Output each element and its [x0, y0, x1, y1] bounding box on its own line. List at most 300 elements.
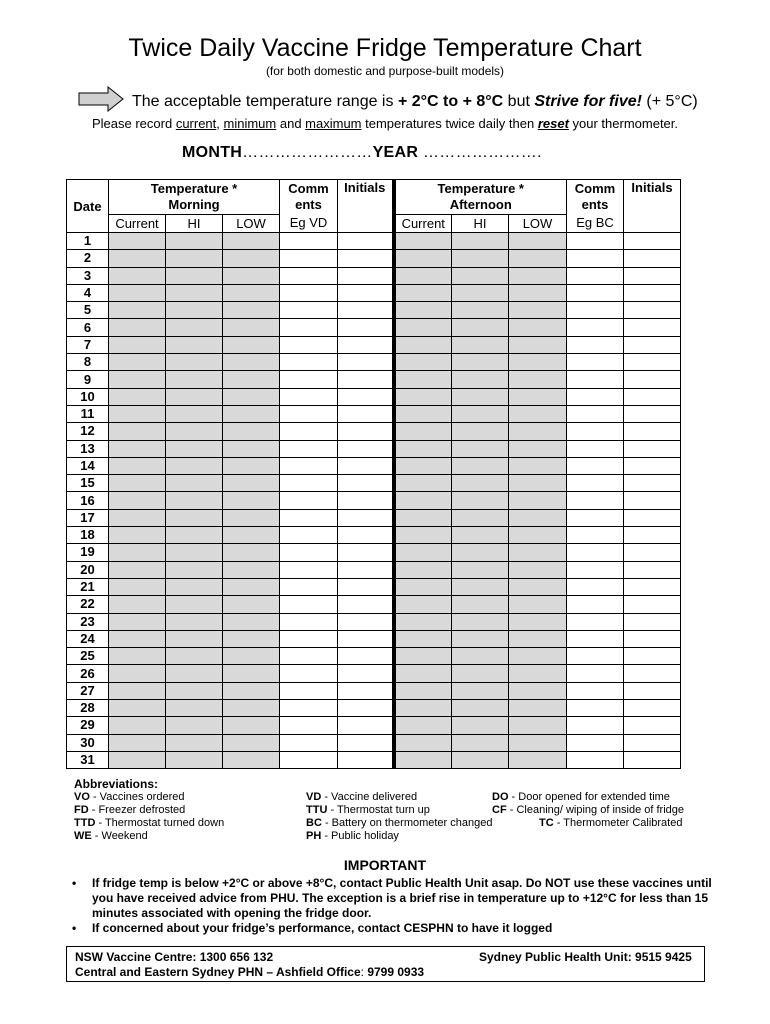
afternoon-low-cell[interactable] [509, 527, 567, 544]
afternoon-hi-cell[interactable] [452, 682, 509, 699]
afternoon-comments-cell[interactable] [567, 596, 624, 613]
afternoon-initials-cell[interactable] [624, 423, 681, 440]
afternoon-hi-cell[interactable] [452, 319, 509, 336]
afternoon-low-cell[interactable] [509, 648, 567, 665]
afternoon-initials-cell[interactable] [624, 700, 681, 717]
afternoon-hi-cell[interactable] [452, 336, 509, 353]
afternoon-comments-cell[interactable] [567, 371, 624, 388]
morning-initials-cell[interactable] [338, 250, 394, 267]
morning-comments-cell[interactable] [280, 354, 338, 371]
afternoon-current-cell[interactable] [394, 544, 452, 561]
morning-low-cell[interactable] [223, 267, 280, 284]
morning-low-cell[interactable] [223, 475, 280, 492]
afternoon-current-cell[interactable] [394, 578, 452, 595]
morning-current-cell[interactable] [109, 734, 166, 751]
afternoon-low-cell[interactable] [509, 319, 567, 336]
afternoon-low-cell[interactable] [509, 233, 567, 250]
afternoon-low-cell[interactable] [509, 717, 567, 734]
afternoon-initials-cell[interactable] [624, 233, 681, 250]
morning-current-cell[interactable] [109, 613, 166, 630]
afternoon-comments-cell[interactable] [567, 751, 624, 768]
afternoon-comments-cell[interactable] [567, 527, 624, 544]
afternoon-comments-cell[interactable] [567, 665, 624, 682]
morning-comments-cell[interactable] [280, 405, 338, 422]
morning-initials-cell[interactable] [338, 613, 394, 630]
morning-current-cell[interactable] [109, 388, 166, 405]
afternoon-hi-cell[interactable] [452, 648, 509, 665]
morning-current-cell[interactable] [109, 405, 166, 422]
morning-initials-cell[interactable] [338, 405, 394, 422]
morning-comments-cell[interactable] [280, 319, 338, 336]
morning-comments-cell[interactable] [280, 233, 338, 250]
morning-initials-cell[interactable] [338, 457, 394, 474]
afternoon-current-cell[interactable] [394, 319, 452, 336]
morning-comments-cell[interactable] [280, 423, 338, 440]
morning-hi-cell[interactable] [166, 700, 223, 717]
month-field[interactable]: …………………… [242, 144, 373, 161]
afternoon-low-cell[interactable] [509, 665, 567, 682]
morning-comments-cell[interactable] [280, 734, 338, 751]
morning-hi-cell[interactable] [166, 336, 223, 353]
afternoon-comments-cell[interactable] [567, 388, 624, 405]
afternoon-comments-cell[interactable] [567, 561, 624, 578]
afternoon-initials-cell[interactable] [624, 665, 681, 682]
morning-hi-cell[interactable] [166, 250, 223, 267]
afternoon-comments-cell[interactable] [567, 284, 624, 301]
afternoon-initials-cell[interactable] [624, 371, 681, 388]
morning-current-cell[interactable] [109, 475, 166, 492]
morning-initials-cell[interactable] [338, 596, 394, 613]
afternoon-initials-cell[interactable] [624, 492, 681, 509]
afternoon-hi-cell[interactable] [452, 561, 509, 578]
morning-initials-cell[interactable] [338, 734, 394, 751]
afternoon-comments-cell[interactable] [567, 457, 624, 474]
afternoon-initials-cell[interactable] [624, 267, 681, 284]
morning-current-cell[interactable] [109, 717, 166, 734]
morning-low-cell[interactable] [223, 233, 280, 250]
morning-hi-cell[interactable] [166, 354, 223, 371]
morning-initials-cell[interactable] [338, 423, 394, 440]
morning-hi-cell[interactable] [166, 388, 223, 405]
afternoon-initials-cell[interactable] [624, 734, 681, 751]
afternoon-current-cell[interactable] [394, 492, 452, 509]
morning-initials-cell[interactable] [338, 717, 394, 734]
morning-initials-cell[interactable] [338, 561, 394, 578]
morning-current-cell[interactable] [109, 665, 166, 682]
afternoon-low-cell[interactable] [509, 700, 567, 717]
morning-current-cell[interactable] [109, 371, 166, 388]
morning-initials-cell[interactable] [338, 665, 394, 682]
morning-hi-cell[interactable] [166, 284, 223, 301]
morning-current-cell[interactable] [109, 319, 166, 336]
afternoon-hi-cell[interactable] [452, 578, 509, 595]
afternoon-initials-cell[interactable] [624, 561, 681, 578]
morning-current-cell[interactable] [109, 682, 166, 699]
morning-hi-cell[interactable] [166, 457, 223, 474]
morning-current-cell[interactable] [109, 457, 166, 474]
afternoon-low-cell[interactable] [509, 371, 567, 388]
morning-current-cell[interactable] [109, 336, 166, 353]
morning-comments-cell[interactable] [280, 457, 338, 474]
morning-comments-cell[interactable] [280, 440, 338, 457]
afternoon-current-cell[interactable] [394, 233, 452, 250]
afternoon-low-cell[interactable] [509, 596, 567, 613]
afternoon-hi-cell[interactable] [452, 509, 509, 526]
afternoon-current-cell[interactable] [394, 700, 452, 717]
morning-low-cell[interactable] [223, 371, 280, 388]
afternoon-low-cell[interactable] [509, 509, 567, 526]
morning-hi-cell[interactable] [166, 665, 223, 682]
morning-hi-cell[interactable] [166, 578, 223, 595]
morning-low-cell[interactable] [223, 751, 280, 768]
morning-low-cell[interactable] [223, 423, 280, 440]
morning-comments-cell[interactable] [280, 630, 338, 647]
afternoon-hi-cell[interactable] [452, 233, 509, 250]
morning-comments-cell[interactable] [280, 284, 338, 301]
afternoon-current-cell[interactable] [394, 405, 452, 422]
morning-initials-cell[interactable] [338, 267, 394, 284]
morning-hi-cell[interactable] [166, 544, 223, 561]
afternoon-current-cell[interactable] [394, 336, 452, 353]
morning-initials-cell[interactable] [338, 648, 394, 665]
afternoon-current-cell[interactable] [394, 717, 452, 734]
morning-current-cell[interactable] [109, 302, 166, 319]
morning-initials-cell[interactable] [338, 302, 394, 319]
morning-hi-cell[interactable] [166, 492, 223, 509]
year-field[interactable]: …………………. [418, 144, 542, 161]
morning-comments-cell[interactable] [280, 527, 338, 544]
morning-current-cell[interactable] [109, 596, 166, 613]
afternoon-current-cell[interactable] [394, 423, 452, 440]
afternoon-comments-cell[interactable] [567, 648, 624, 665]
afternoon-hi-cell[interactable] [452, 371, 509, 388]
morning-low-cell[interactable] [223, 578, 280, 595]
morning-low-cell[interactable] [223, 319, 280, 336]
afternoon-initials-cell[interactable] [624, 354, 681, 371]
afternoon-comments-cell[interactable] [567, 354, 624, 371]
morning-current-cell[interactable] [109, 284, 166, 301]
morning-hi-cell[interactable] [166, 734, 223, 751]
afternoon-comments-cell[interactable] [567, 734, 624, 751]
morning-current-cell[interactable] [109, 250, 166, 267]
morning-low-cell[interactable] [223, 613, 280, 630]
afternoon-current-cell[interactable] [394, 527, 452, 544]
morning-hi-cell[interactable] [166, 682, 223, 699]
morning-initials-cell[interactable] [338, 388, 394, 405]
morning-hi-cell[interactable] [166, 423, 223, 440]
afternoon-hi-cell[interactable] [452, 717, 509, 734]
morning-low-cell[interactable] [223, 302, 280, 319]
afternoon-comments-cell[interactable] [567, 630, 624, 647]
morning-comments-cell[interactable] [280, 267, 338, 284]
afternoon-initials-cell[interactable] [624, 717, 681, 734]
morning-current-cell[interactable] [109, 751, 166, 768]
afternoon-comments-cell[interactable] [567, 302, 624, 319]
afternoon-current-cell[interactable] [394, 509, 452, 526]
afternoon-comments-cell[interactable] [567, 682, 624, 699]
afternoon-hi-cell[interactable] [452, 250, 509, 267]
afternoon-low-cell[interactable] [509, 354, 567, 371]
morning-hi-cell[interactable] [166, 509, 223, 526]
afternoon-current-cell[interactable] [394, 354, 452, 371]
morning-comments-cell[interactable] [280, 492, 338, 509]
afternoon-initials-cell[interactable] [624, 302, 681, 319]
morning-low-cell[interactable] [223, 527, 280, 544]
morning-low-cell[interactable] [223, 509, 280, 526]
afternoon-initials-cell[interactable] [624, 613, 681, 630]
afternoon-comments-cell[interactable] [567, 233, 624, 250]
morning-low-cell[interactable] [223, 648, 280, 665]
morning-initials-cell[interactable] [338, 527, 394, 544]
afternoon-hi-cell[interactable] [452, 700, 509, 717]
afternoon-current-cell[interactable] [394, 250, 452, 267]
morning-hi-cell[interactable] [166, 630, 223, 647]
morning-low-cell[interactable] [223, 388, 280, 405]
morning-current-cell[interactable] [109, 527, 166, 544]
afternoon-low-cell[interactable] [509, 336, 567, 353]
morning-current-cell[interactable] [109, 354, 166, 371]
afternoon-current-cell[interactable] [394, 267, 452, 284]
afternoon-low-cell[interactable] [509, 250, 567, 267]
afternoon-initials-cell[interactable] [624, 440, 681, 457]
morning-initials-cell[interactable] [338, 371, 394, 388]
afternoon-low-cell[interactable] [509, 423, 567, 440]
morning-current-cell[interactable] [109, 700, 166, 717]
afternoon-current-cell[interactable] [394, 388, 452, 405]
morning-current-cell[interactable] [109, 492, 166, 509]
afternoon-low-cell[interactable] [509, 440, 567, 457]
afternoon-initials-cell[interactable] [624, 457, 681, 474]
morning-current-cell[interactable] [109, 509, 166, 526]
morning-low-cell[interactable] [223, 354, 280, 371]
morning-low-cell[interactable] [223, 682, 280, 699]
morning-hi-cell[interactable] [166, 527, 223, 544]
morning-comments-cell[interactable] [280, 509, 338, 526]
morning-comments-cell[interactable] [280, 665, 338, 682]
morning-current-cell[interactable] [109, 440, 166, 457]
afternoon-hi-cell[interactable] [452, 492, 509, 509]
morning-comments-cell[interactable] [280, 302, 338, 319]
afternoon-low-cell[interactable] [509, 388, 567, 405]
morning-current-cell[interactable] [109, 578, 166, 595]
afternoon-initials-cell[interactable] [624, 630, 681, 647]
morning-initials-cell[interactable] [338, 751, 394, 768]
afternoon-current-cell[interactable] [394, 302, 452, 319]
morning-current-cell[interactable] [109, 233, 166, 250]
afternoon-initials-cell[interactable] [624, 527, 681, 544]
afternoon-hi-cell[interactable] [452, 440, 509, 457]
morning-initials-cell[interactable] [338, 578, 394, 595]
morning-initials-cell[interactable] [338, 544, 394, 561]
afternoon-comments-cell[interactable] [567, 509, 624, 526]
afternoon-comments-cell[interactable] [567, 319, 624, 336]
afternoon-comments-cell[interactable] [567, 613, 624, 630]
afternoon-hi-cell[interactable] [452, 457, 509, 474]
afternoon-hi-cell[interactable] [452, 527, 509, 544]
afternoon-low-cell[interactable] [509, 492, 567, 509]
morning-hi-cell[interactable] [166, 475, 223, 492]
morning-hi-cell[interactable] [166, 233, 223, 250]
morning-comments-cell[interactable] [280, 561, 338, 578]
morning-comments-cell[interactable] [280, 613, 338, 630]
afternoon-low-cell[interactable] [509, 630, 567, 647]
morning-hi-cell[interactable] [166, 319, 223, 336]
morning-hi-cell[interactable] [166, 267, 223, 284]
afternoon-current-cell[interactable] [394, 613, 452, 630]
morning-initials-cell[interactable] [338, 336, 394, 353]
afternoon-low-cell[interactable] [509, 751, 567, 768]
afternoon-low-cell[interactable] [509, 284, 567, 301]
afternoon-comments-cell[interactable] [567, 336, 624, 353]
afternoon-initials-cell[interactable] [624, 682, 681, 699]
afternoon-current-cell[interactable] [394, 475, 452, 492]
morning-comments-cell[interactable] [280, 388, 338, 405]
morning-current-cell[interactable] [109, 267, 166, 284]
morning-initials-cell[interactable] [338, 319, 394, 336]
morning-low-cell[interactable] [223, 284, 280, 301]
afternoon-comments-cell[interactable] [567, 578, 624, 595]
morning-initials-cell[interactable] [338, 284, 394, 301]
afternoon-hi-cell[interactable] [452, 613, 509, 630]
morning-initials-cell[interactable] [338, 354, 394, 371]
afternoon-comments-cell[interactable] [567, 250, 624, 267]
afternoon-comments-cell[interactable] [567, 423, 624, 440]
afternoon-hi-cell[interactable] [452, 544, 509, 561]
afternoon-comments-cell[interactable] [567, 440, 624, 457]
morning-low-cell[interactable] [223, 717, 280, 734]
afternoon-current-cell[interactable] [394, 630, 452, 647]
morning-comments-cell[interactable] [280, 751, 338, 768]
morning-initials-cell[interactable] [338, 233, 394, 250]
morning-low-cell[interactable] [223, 544, 280, 561]
afternoon-low-cell[interactable] [509, 613, 567, 630]
morning-initials-cell[interactable] [338, 475, 394, 492]
afternoon-current-cell[interactable] [394, 665, 452, 682]
afternoon-hi-cell[interactable] [452, 596, 509, 613]
afternoon-initials-cell[interactable] [624, 544, 681, 561]
morning-low-cell[interactable] [223, 492, 280, 509]
morning-initials-cell[interactable] [338, 630, 394, 647]
afternoon-hi-cell[interactable] [452, 388, 509, 405]
morning-hi-cell[interactable] [166, 302, 223, 319]
morning-low-cell[interactable] [223, 457, 280, 474]
morning-comments-cell[interactable] [280, 596, 338, 613]
afternoon-hi-cell[interactable] [452, 665, 509, 682]
afternoon-hi-cell[interactable] [452, 475, 509, 492]
afternoon-current-cell[interactable] [394, 596, 452, 613]
morning-comments-cell[interactable] [280, 371, 338, 388]
morning-low-cell[interactable] [223, 250, 280, 267]
morning-hi-cell[interactable] [166, 717, 223, 734]
afternoon-initials-cell[interactable] [624, 284, 681, 301]
morning-low-cell[interactable] [223, 561, 280, 578]
afternoon-low-cell[interactable] [509, 561, 567, 578]
morning-comments-cell[interactable] [280, 250, 338, 267]
morning-low-cell[interactable] [223, 440, 280, 457]
afternoon-initials-cell[interactable] [624, 578, 681, 595]
morning-comments-cell[interactable] [280, 648, 338, 665]
morning-low-cell[interactable] [223, 596, 280, 613]
afternoon-initials-cell[interactable] [624, 336, 681, 353]
morning-low-cell[interactable] [223, 630, 280, 647]
afternoon-comments-cell[interactable] [567, 405, 624, 422]
morning-initials-cell[interactable] [338, 509, 394, 526]
afternoon-low-cell[interactable] [509, 475, 567, 492]
morning-hi-cell[interactable] [166, 440, 223, 457]
morning-initials-cell[interactable] [338, 440, 394, 457]
morning-current-cell[interactable] [109, 423, 166, 440]
afternoon-initials-cell[interactable] [624, 751, 681, 768]
afternoon-low-cell[interactable] [509, 734, 567, 751]
afternoon-current-cell[interactable] [394, 284, 452, 301]
afternoon-current-cell[interactable] [394, 371, 452, 388]
morning-low-cell[interactable] [223, 405, 280, 422]
afternoon-hi-cell[interactable] [452, 405, 509, 422]
afternoon-low-cell[interactable] [509, 267, 567, 284]
morning-initials-cell[interactable] [338, 700, 394, 717]
afternoon-current-cell[interactable] [394, 457, 452, 474]
afternoon-current-cell[interactable] [394, 648, 452, 665]
morning-low-cell[interactable] [223, 700, 280, 717]
morning-hi-cell[interactable] [166, 648, 223, 665]
afternoon-low-cell[interactable] [509, 302, 567, 319]
afternoon-current-cell[interactable] [394, 734, 452, 751]
morning-hi-cell[interactable] [166, 371, 223, 388]
morning-comments-cell[interactable] [280, 578, 338, 595]
afternoon-comments-cell[interactable] [567, 700, 624, 717]
morning-current-cell[interactable] [109, 630, 166, 647]
afternoon-low-cell[interactable] [509, 578, 567, 595]
morning-current-cell[interactable] [109, 561, 166, 578]
afternoon-initials-cell[interactable] [624, 648, 681, 665]
morning-hi-cell[interactable] [166, 405, 223, 422]
afternoon-initials-cell[interactable] [624, 596, 681, 613]
afternoon-low-cell[interactable] [509, 405, 567, 422]
morning-comments-cell[interactable] [280, 336, 338, 353]
afternoon-comments-cell[interactable] [567, 475, 624, 492]
morning-low-cell[interactable] [223, 734, 280, 751]
morning-comments-cell[interactable] [280, 717, 338, 734]
morning-initials-cell[interactable] [338, 682, 394, 699]
morning-comments-cell[interactable] [280, 682, 338, 699]
morning-comments-cell[interactable] [280, 544, 338, 561]
morning-low-cell[interactable] [223, 665, 280, 682]
afternoon-comments-cell[interactable] [567, 267, 624, 284]
afternoon-current-cell[interactable] [394, 751, 452, 768]
afternoon-hi-cell[interactable] [452, 630, 509, 647]
afternoon-initials-cell[interactable] [624, 475, 681, 492]
morning-comments-cell[interactable] [280, 700, 338, 717]
afternoon-low-cell[interactable] [509, 682, 567, 699]
afternoon-low-cell[interactable] [509, 457, 567, 474]
morning-hi-cell[interactable] [166, 561, 223, 578]
afternoon-initials-cell[interactable] [624, 388, 681, 405]
afternoon-hi-cell[interactable] [452, 734, 509, 751]
afternoon-hi-cell[interactable] [452, 751, 509, 768]
afternoon-initials-cell[interactable] [624, 250, 681, 267]
afternoon-hi-cell[interactable] [452, 423, 509, 440]
afternoon-initials-cell[interactable] [624, 405, 681, 422]
afternoon-low-cell[interactable] [509, 544, 567, 561]
morning-hi-cell[interactable] [166, 596, 223, 613]
morning-current-cell[interactable] [109, 544, 166, 561]
morning-initials-cell[interactable] [338, 492, 394, 509]
morning-hi-cell[interactable] [166, 613, 223, 630]
afternoon-hi-cell[interactable] [452, 267, 509, 284]
morning-hi-cell[interactable] [166, 751, 223, 768]
afternoon-hi-cell[interactable] [452, 354, 509, 371]
afternoon-current-cell[interactable] [394, 440, 452, 457]
